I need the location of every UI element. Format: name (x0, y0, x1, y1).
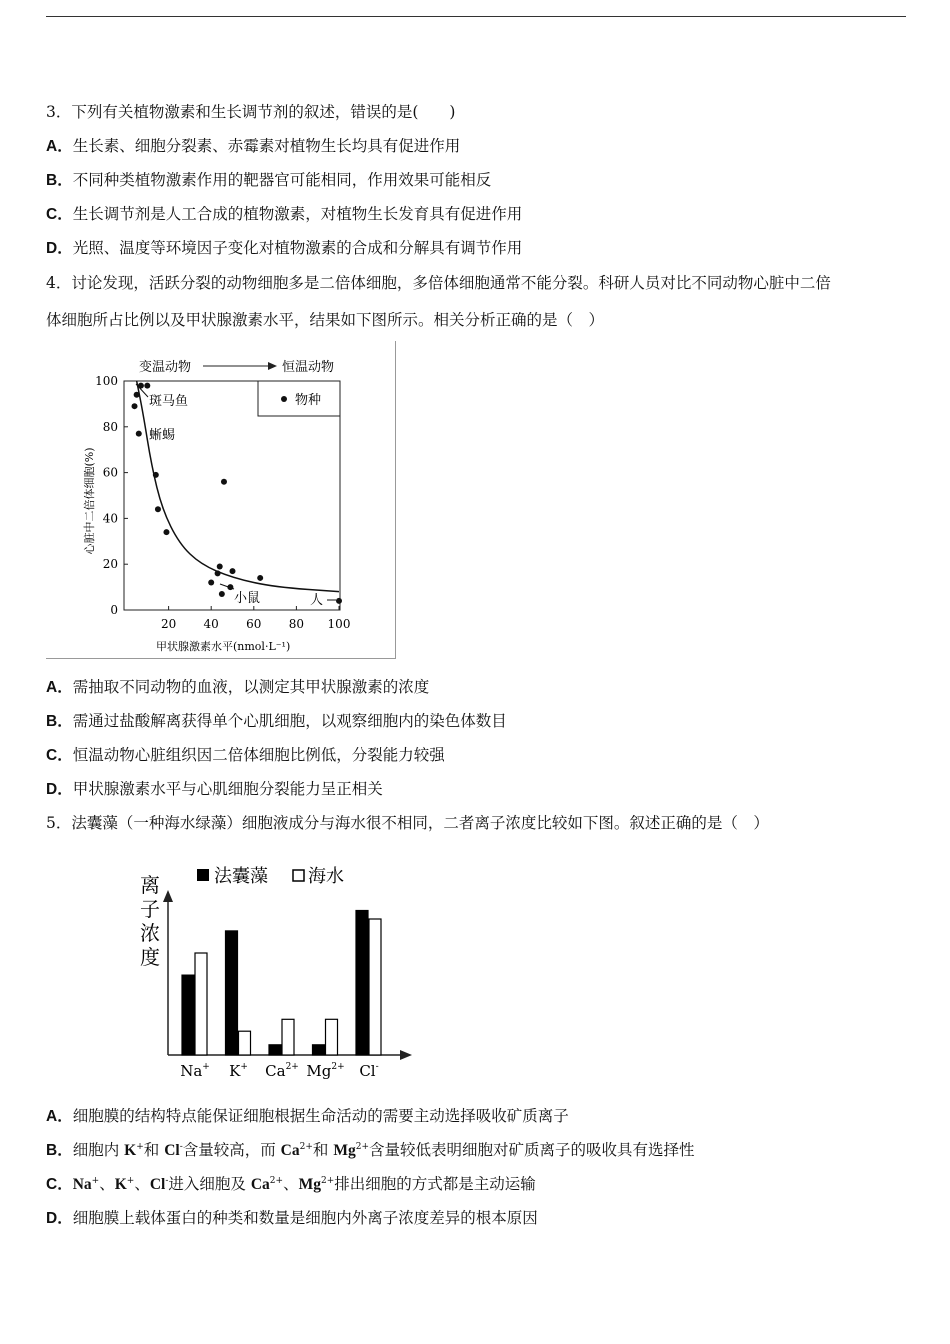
x-axis-arrow (400, 1050, 412, 1060)
scatter-point (134, 392, 140, 398)
scatter-point (163, 529, 169, 535)
scatter-point (215, 570, 221, 576)
y-axis-label-char: 离 (140, 873, 160, 897)
scatter-point (153, 472, 159, 478)
scatter-point (208, 580, 214, 586)
q4-stem-line2: 体细胞所占比例以及甲状腺激素水平，结果如下图所示。相关分析正确的是（ ） (46, 311, 605, 329)
scatter-point (230, 568, 236, 574)
top-label-left: 变温动物 (139, 360, 192, 375)
bar-figure (130, 858, 420, 1090)
scatter-point (217, 563, 223, 569)
bar-algae (269, 1045, 281, 1055)
option-text: 含量较低表明细胞对矿质离子的吸收具有选择性 (369, 1141, 695, 1159)
option-letter: B． (46, 1142, 73, 1159)
q4-stem-line1: 4．讨论发现，活跃分裂的动物细胞多是二倍体细胞，多倍体细胞通常不能分裂。科研人员对比不同动物心脏中二倍 (46, 274, 831, 292)
top-label-right: 恒温动物 (282, 360, 335, 375)
y-axis-arrow (163, 890, 173, 902)
bar-seawater (239, 1031, 251, 1055)
q5-option-c[interactable] (46, 1174, 536, 1195)
ion-mg-charge: 2+ (320, 1176, 335, 1186)
scatter-point (155, 506, 161, 512)
option-text: 光照、温度等环境因子变化对植物激素的合成和分解具有调节作用 (72, 239, 523, 257)
bar-seawater (369, 919, 381, 1055)
q3-option-d[interactable] (46, 238, 522, 259)
q4-option-c[interactable] (46, 745, 445, 766)
y-tick-label: 40 (102, 511, 118, 526)
bar-algae (356, 911, 368, 1056)
y-tick-label: 100 (95, 374, 118, 388)
option-text: 和 (143, 1141, 165, 1159)
x-tick-label: 40 (203, 617, 219, 631)
option-text: 恒温动物心脏组织因二倍体细胞比例低，分裂能力较强 (72, 746, 445, 764)
scatter-point (257, 575, 263, 581)
option-text: 细胞内 (72, 1141, 125, 1159)
option-letter: A． (46, 1108, 73, 1125)
option-text: 不同种类植物激素作用的靶器官可能相同，作用效果可能相反 (72, 171, 492, 189)
x-category-label: K+ (229, 1062, 248, 1080)
ion-ca: Ca (280, 1142, 300, 1159)
x-category-label: Na+ (180, 1062, 210, 1080)
ion-ca-charge: 2+ (269, 1176, 284, 1186)
q3-option-b[interactable] (46, 170, 491, 191)
x-category-label: $Mg^{2+}$ (306, 1062, 345, 1080)
option-text: 、 (283, 1175, 299, 1193)
legend-marker (281, 396, 287, 402)
ion-k-charge: + (136, 1142, 144, 1152)
x-category-label: $Ca^{2+}$ (265, 1062, 299, 1080)
ion-cl: Cl (149, 1176, 166, 1193)
scatter-point (336, 598, 342, 604)
q5-option-b[interactable] (46, 1140, 695, 1161)
ion-na: Na (72, 1176, 92, 1193)
option-letter: A． (46, 138, 73, 155)
ion-ca: Ca (250, 1176, 270, 1193)
y-tick-label: 0 (110, 603, 118, 617)
bar-seawater (195, 953, 207, 1055)
bar-seawater (326, 1019, 338, 1055)
q4-option-d[interactable] (46, 779, 383, 800)
option-letter: B． (46, 713, 73, 730)
y-axis-label-char: 度 (140, 945, 160, 969)
annotation-lizard: 蜥蜴 (149, 428, 176, 443)
y-tick-label: 20 (102, 557, 118, 572)
bar-series (182, 911, 381, 1056)
y-axis-label-char: 浓 (140, 921, 160, 945)
q3-option-a[interactable] (46, 136, 460, 157)
option-text: 细胞膜上载体蛋白的种类和数量是细胞内外离子浓度差异的根本原因 (72, 1209, 538, 1227)
bar-chart (130, 858, 420, 1090)
option-text: 需通过盐酸解离获得单个心肌细胞，以观察细胞内的染色体数目 (72, 712, 507, 730)
legend-label: 物种 (295, 393, 322, 408)
annotation-human: 人 (310, 593, 324, 608)
x-tick-label: 20 (160, 617, 177, 631)
option-letter: C． (46, 1176, 73, 1193)
x-axis-label: 甲状腺激素水平(nmol·L⁻¹) (156, 640, 291, 653)
scatter-point (132, 403, 138, 409)
x-tick-label: 100 (327, 617, 351, 631)
q3-stem: 3．下列有关植物激素和生长调节剂的叙述，错误的是( ) (46, 103, 456, 121)
q4-option-b[interactable] (46, 711, 507, 732)
bar-algae (182, 975, 194, 1055)
option-text: 生长素、细胞分裂素、赤霉素对植物生长均具有促进作用 (72, 137, 461, 155)
annotation-zebrafish: 斑马鱼 (149, 394, 189, 409)
ion-mg: Mg (333, 1142, 356, 1159)
scatter-figure (46, 341, 396, 659)
option-text: 需抽取不同动物的血液，以测定其甲状腺激素的浓度 (72, 678, 430, 696)
option-text: 排出细胞的方式都是主动运输 (334, 1175, 536, 1193)
top-rule (46, 16, 906, 17)
option-text: 、 (134, 1175, 150, 1193)
option-letter: C． (46, 206, 73, 223)
option-letter: D． (46, 240, 73, 257)
x-tick-label: 60 (246, 617, 262, 631)
legend-label-algae: 法囊藻 (214, 866, 268, 887)
ion-cl-charge: - (179, 1142, 183, 1152)
ion-ca-charge: 2+ (299, 1142, 313, 1152)
scatter-point (221, 479, 227, 485)
option-letter: B． (46, 172, 73, 189)
ion-na-charge: + (91, 1176, 100, 1186)
ion-k: K (114, 1176, 127, 1193)
bar-algae (313, 1045, 325, 1055)
option-letter: D． (46, 1210, 73, 1227)
bar-seawater (282, 1019, 294, 1055)
x-axis-categories (180, 1062, 378, 1080)
option-text: 甲状腺激素水平与心肌细胞分裂能力呈正相关 (72, 780, 383, 798)
ion-cl: Cl (164, 1142, 180, 1159)
q5-stem: 5．法囊藻（一种海水绿藻）细胞液成分与海水很不相同，二者离子浓度比较如下图。叙述正确的是（ ） (46, 814, 769, 832)
option-letter: A． (46, 679, 73, 696)
option-letter: D． (46, 781, 73, 798)
q4-option-a[interactable] (46, 677, 429, 698)
x-category-label: Cl- (359, 1062, 379, 1080)
y-tick-label: 80 (102, 419, 118, 434)
scatter-point (144, 383, 150, 389)
ion-k-charge: + (126, 1176, 135, 1186)
ion-mg-charge: 2+ (355, 1142, 370, 1152)
y-axis-label: 心脏中二倍体细胞(%) (83, 447, 96, 555)
option-letter: C． (46, 747, 73, 764)
legend-label-seawater: 海水 (308, 866, 344, 887)
bar-algae (226, 931, 238, 1055)
option-text: 细胞膜的结构特点能保证细胞根据生命活动的需要主动选择吸收矿质离子 (72, 1107, 569, 1125)
q3-option-c[interactable] (46, 204, 522, 225)
q5-option-a[interactable] (46, 1106, 569, 1127)
option-text: 、 (99, 1175, 115, 1193)
option-text: 含量较高，而 (182, 1141, 281, 1159)
q5-option-d[interactable] (46, 1208, 538, 1229)
y-axis-ticks (95, 374, 128, 617)
legend-swatch-seawater (293, 870, 304, 881)
x-tick-label: 80 (288, 617, 305, 631)
y-axis-label (140, 873, 160, 969)
scatter-chart (46, 341, 396, 659)
option-text: 生长调节剂是人工合成的植物激素，对植物生长发育具有促进作用 (72, 205, 523, 223)
option-text: 进入细胞及 (168, 1175, 251, 1193)
ion-k: K (124, 1142, 137, 1159)
scatter-point (219, 591, 225, 597)
y-tick-label: 60 (102, 465, 118, 480)
annotation-mouse: 小鼠 (234, 591, 261, 606)
ion-mg: Mg (298, 1176, 321, 1193)
y-axis-label-char: 子 (140, 897, 160, 921)
scatter-point (136, 431, 142, 437)
legend-swatch-algae (197, 869, 209, 881)
option-text: 和 (312, 1141, 334, 1159)
ion-cl-charge: - (165, 1176, 169, 1186)
top-arrow-head (268, 362, 277, 370)
